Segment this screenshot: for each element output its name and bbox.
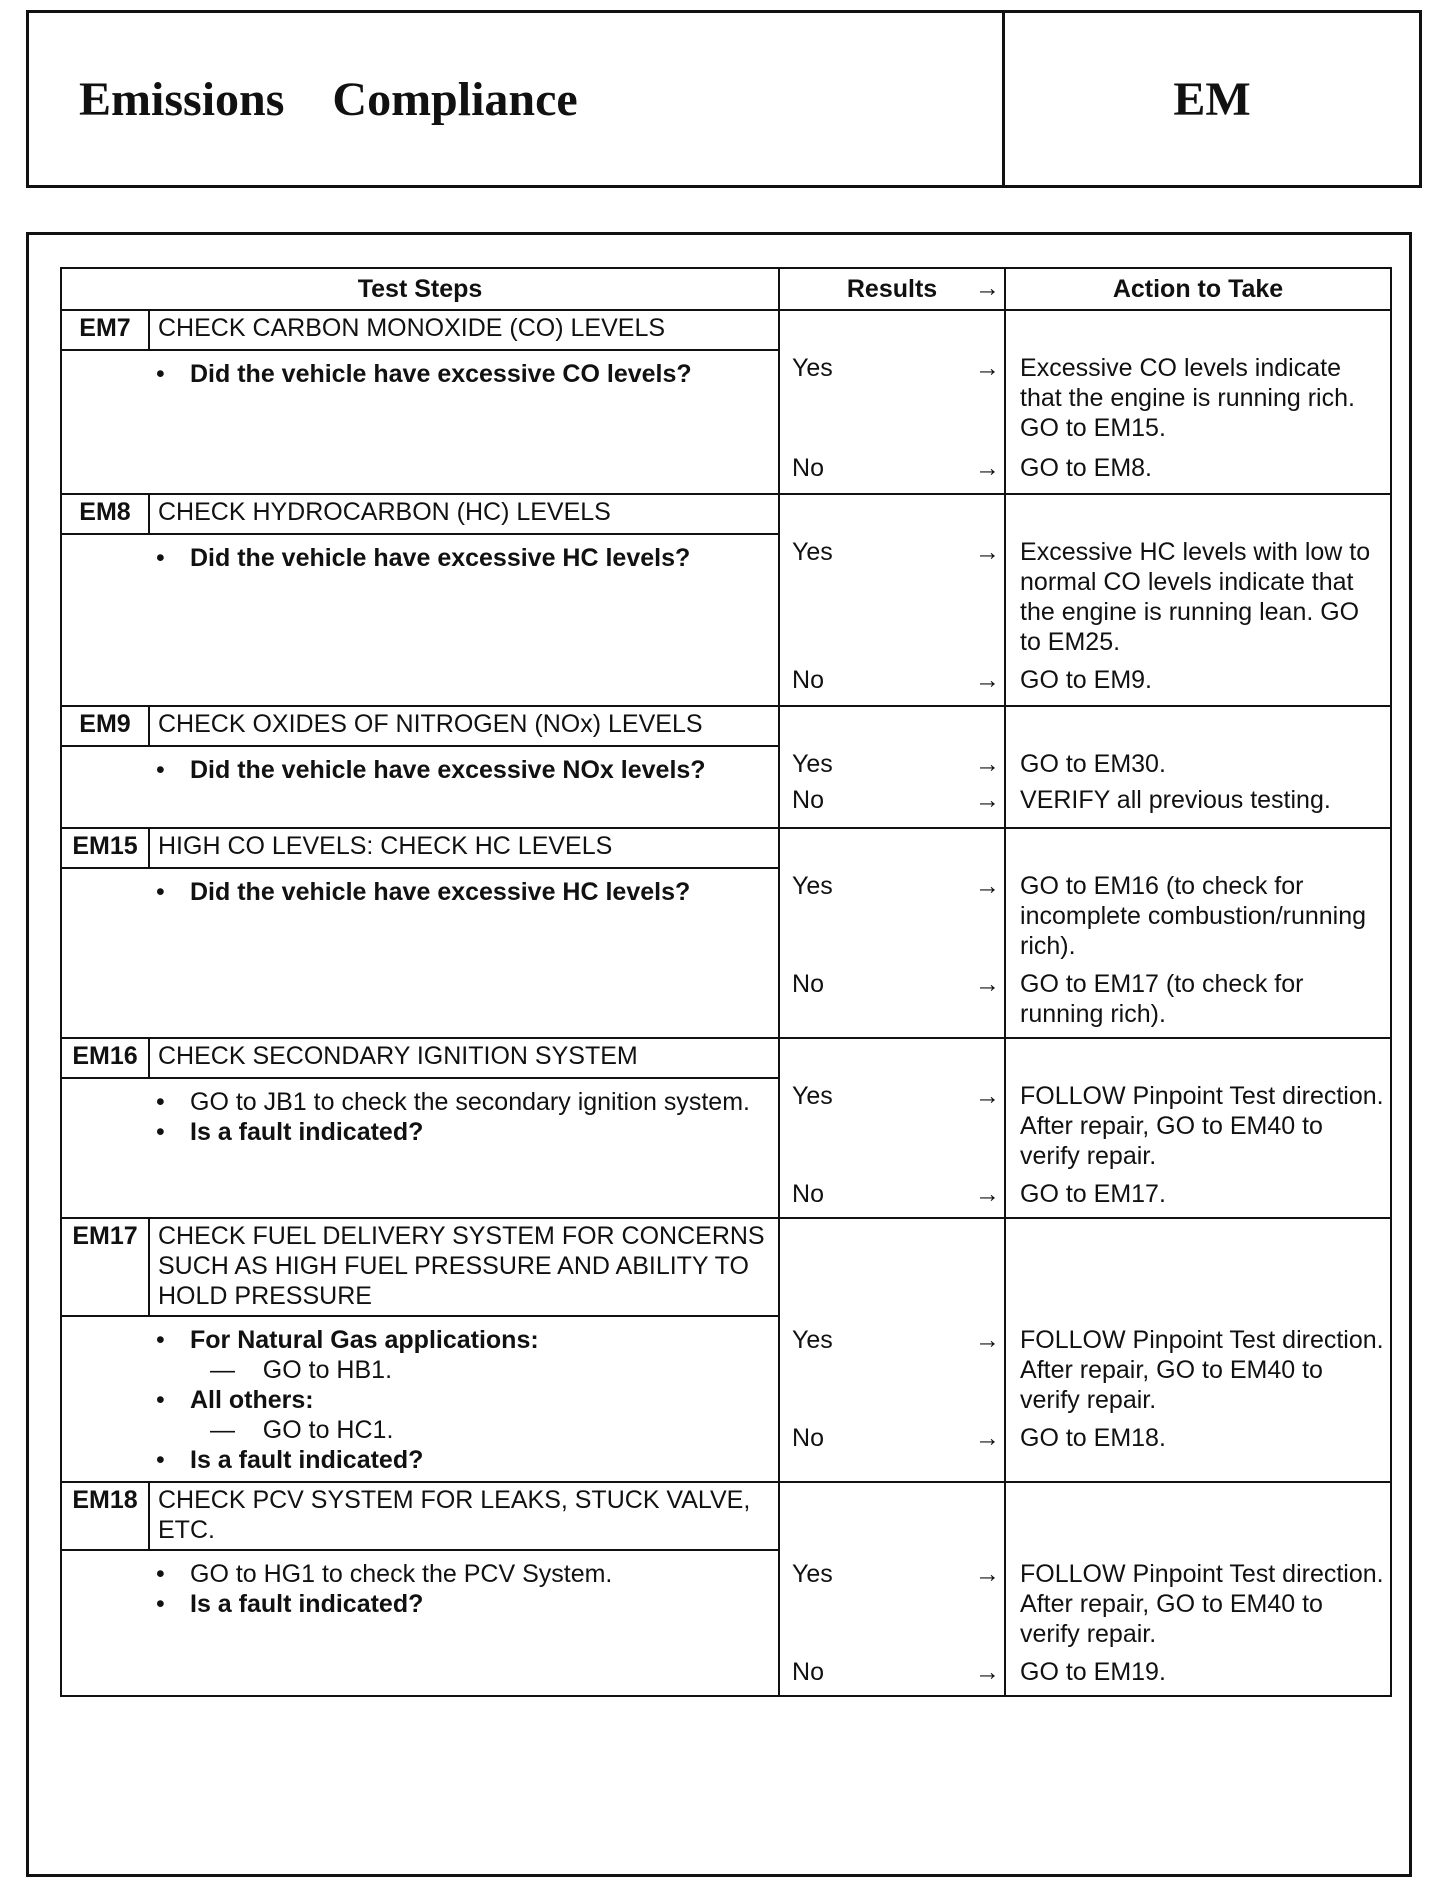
result-yes: Yes: [792, 354, 833, 382]
arrow-icon: →: [975, 1082, 1001, 1110]
step-detail: • For Natural Gas applications: — GO to HB1. • All others: — GO to HC1. • Is a fault indicated?: [61, 1316, 779, 1482]
step-item-2-sub: GO to HC1.: [262, 1416, 394, 1444]
arrow-icon: →: [975, 1326, 1001, 1354]
result-no: No: [792, 1180, 824, 1208]
step-question: Is a fault indicated?: [190, 1446, 424, 1474]
results-cell: [779, 494, 1005, 706]
step-question: Is a fault indicated?: [190, 1118, 424, 1146]
step-title: CHECK OXIDES OF NITROGEN (NOx) LEVELS: [149, 706, 779, 746]
table-row: [61, 310, 1391, 350]
results-cell: [779, 1482, 1005, 1696]
result-no: No: [792, 786, 824, 814]
step-item-1: For Natural Gas applications:: [190, 1326, 539, 1354]
step-id: EM9: [61, 706, 149, 746]
step-detail: • Did the vehicle have excessive HC levels?: [61, 868, 779, 1038]
step-question: Did the vehicle have excessive HC levels?: [190, 544, 691, 572]
title-word-2: Compliance: [332, 72, 578, 126]
step-instruction: GO to HG1 to check the PCV System.: [190, 1560, 613, 1588]
action-no: GO to EM18.: [1020, 1424, 1166, 1452]
arrow-icon: →: [975, 538, 1001, 566]
results-cell: [779, 1218, 1005, 1482]
table-row: [61, 1482, 1391, 1550]
arrow-icon: →: [975, 454, 1001, 482]
step-detail: • Did the vehicle have excessive HC levels?: [61, 534, 779, 706]
step-detail: • GO to HG1 to check the PCV System. • Is a fault indicated?: [61, 1550, 779, 1696]
action-yes: GO to EM30.: [1020, 750, 1166, 778]
result-no: No: [792, 666, 824, 694]
result-yes: Yes: [792, 1082, 833, 1110]
test-steps-table: [60, 267, 1392, 1697]
result-yes: Yes: [792, 1560, 833, 1588]
step-question: Did the vehicle have excessive NOx levels?: [190, 756, 706, 784]
col-header-results: [779, 268, 1005, 310]
table-row: [61, 494, 1391, 534]
step-question: Is a fault indicated?: [190, 1590, 424, 1618]
step-instruction: GO to JB1 to check the secondary ignition system.: [190, 1088, 750, 1116]
step-id: EM18: [61, 1482, 149, 1550]
action-yes: Excessive HC levels with low to normal CO levels indicate that the engine is running lean. GO to EM25.: [1020, 538, 1371, 656]
result-yes: Yes: [792, 538, 833, 566]
table-header-row: [61, 268, 1391, 310]
col-header-results-label: Results: [846, 275, 938, 303]
result-yes: Yes: [792, 872, 833, 900]
action-yes: FOLLOW Pinpoint Test direction. After repair, GO to EM40 to verify repair.: [1020, 1326, 1384, 1414]
result-yes: Yes: [792, 750, 833, 778]
step-item-2: All others:: [190, 1386, 314, 1414]
action-no: VERIFY all previous testing.: [1020, 786, 1331, 814]
table-row: [61, 1038, 1391, 1078]
action-no: GO to EM17 (to check for running rich).: [1020, 970, 1304, 1028]
step-title: HIGH CO LEVELS: CHECK HC LEVELS: [149, 828, 779, 868]
arrow-icon: →: [975, 1180, 1001, 1208]
action-cell: [1005, 310, 1391, 494]
action-cell: [1005, 1038, 1391, 1218]
result-no: No: [792, 1658, 824, 1686]
action-cell: [1005, 706, 1391, 828]
step-detail: • GO to JB1 to check the secondary ignition system. • Is a fault indicated?: [61, 1078, 779, 1218]
step-item-1-sub: GO to HB1.: [262, 1356, 393, 1384]
col-header-action: Action to Take: [1005, 268, 1391, 310]
page-header: [26, 10, 1422, 188]
action-no: GO to EM8.: [1020, 454, 1152, 482]
arrow-icon: →: [975, 970, 1001, 998]
step-title: CHECK HYDROCARBON (HC) LEVELS: [149, 494, 779, 534]
arrow-icon: →: [975, 786, 1001, 814]
action-yes: FOLLOW Pinpoint Test direction. After repair, GO to EM40 to verify repair.: [1020, 1082, 1384, 1170]
step-title: CHECK CARBON MONOXIDE (CO) LEVELS: [149, 310, 779, 350]
step-title: CHECK SECONDARY IGNITION SYSTEM: [149, 1038, 779, 1078]
arrow-icon: →: [975, 274, 1001, 302]
step-title: CHECK FUEL DELIVERY SYSTEM FOR CONCERNS SUCH AS HIGH FUEL PRESSURE AND ABILITY TO HOLD PRESSURE: [149, 1218, 779, 1316]
arrow-icon: →: [975, 750, 1001, 778]
step-id: EM16: [61, 1038, 149, 1078]
step-id: EM8: [61, 494, 149, 534]
action-yes: Excessive CO levels indicate that the engine is running rich. GO to EM15.: [1020, 354, 1355, 442]
action-yes: FOLLOW Pinpoint Test direction. After repair, GO to EM40 to verify repair.: [1020, 1560, 1384, 1648]
result-yes: Yes: [792, 1326, 833, 1354]
result-no: No: [792, 1424, 824, 1452]
arrow-icon: →: [975, 1560, 1001, 1588]
results-cell: [779, 310, 1005, 494]
action-cell: [1005, 1218, 1391, 1482]
step-id: EM7: [61, 310, 149, 350]
step-id: EM17: [61, 1218, 149, 1316]
action-no: GO to EM9.: [1020, 666, 1152, 694]
action-no: GO to EM19.: [1020, 1658, 1166, 1686]
step-question: Did the vehicle have excessive CO levels?: [190, 360, 692, 388]
arrow-icon: →: [975, 1424, 1001, 1452]
arrow-icon: →: [975, 872, 1001, 900]
result-no: No: [792, 454, 824, 482]
step-id: EM15: [61, 828, 149, 868]
step-title: CHECK PCV SYSTEM FOR LEAKS, STUCK VALVE, ETC.: [149, 1482, 779, 1550]
arrow-icon: →: [975, 1658, 1001, 1686]
table-row: [61, 1218, 1391, 1316]
step-detail: • Did the vehicle have excessive CO levels?: [61, 350, 779, 494]
action-cell: [1005, 828, 1391, 1038]
title-word-1: Emissions: [79, 72, 285, 126]
arrow-icon: →: [975, 666, 1001, 694]
arrow-icon: →: [975, 354, 1001, 382]
results-cell: [779, 828, 1005, 1038]
action-cell: [1005, 1482, 1391, 1696]
col-header-steps: Test Steps: [61, 268, 779, 310]
step-question: Did the vehicle have excessive HC levels?: [190, 878, 691, 906]
table-row: [61, 706, 1391, 746]
action-yes: GO to EM16 (to check for incomplete combustion/running rich).: [1020, 872, 1367, 960]
results-cell: [779, 1038, 1005, 1218]
results-cell: [779, 706, 1005, 828]
result-no: No: [792, 970, 824, 998]
step-detail: • Did the vehicle have excessive NOx levels?: [61, 746, 779, 828]
section-code: EM: [1173, 72, 1251, 126]
section-title: [29, 13, 1005, 185]
table-row: [61, 828, 1391, 868]
action-no: GO to EM17.: [1020, 1180, 1166, 1208]
action-cell: [1005, 494, 1391, 706]
